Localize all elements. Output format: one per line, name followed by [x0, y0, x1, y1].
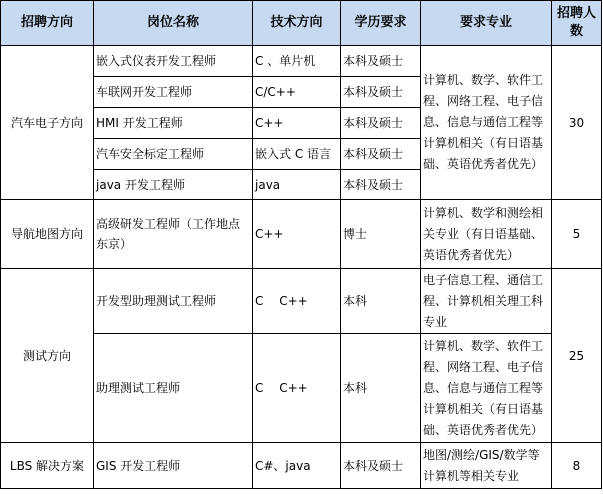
direction-cell: 测试方向 — [1, 269, 94, 443]
education-cell: 本科及硕士 — [341, 170, 421, 200]
position-cell: 汽车安全标定工程师 — [94, 139, 253, 170]
major-cell: 计算机、数学、软件工程、网络工程、电子信息、信息与通信工程等计算机相关（有日语基础、英语优秀者优先） — [421, 334, 552, 443]
count-cell: 5 — [552, 200, 602, 269]
direction-cell: 汽车电子方向 — [1, 46, 94, 200]
education-cell: 本科及硕士 — [341, 443, 421, 489]
education-cell: 博士 — [341, 200, 421, 269]
major-cell: 电子信息工程、通信工程、计算机相关理工科专业 — [421, 269, 552, 334]
tech-cell: C++ — [253, 200, 341, 269]
position-cell: 开发型助理测试工程师 — [94, 269, 253, 334]
table-row — [1, 443, 602, 489]
position-cell: 高级研发工程师（工作地点东京） — [94, 200, 253, 269]
tech-cell: C C++ — [253, 269, 341, 334]
tech-cell: java — [253, 170, 341, 200]
header-position: 岗位名称 — [94, 1, 253, 46]
count-cell: 8 — [552, 443, 602, 489]
tech-cell: C C++ — [253, 334, 341, 443]
direction-cell: LBS 解决方案 — [1, 443, 94, 489]
header-direction: 招聘方向 — [1, 1, 94, 46]
position-cell: 助理测试工程师 — [94, 334, 253, 443]
education-cell: 本科 — [341, 334, 421, 443]
tech-cell: 嵌入式 C 语言 — [253, 139, 341, 170]
tech-cell: C++ — [253, 108, 341, 139]
major-cell: 计算机、数学、软件工程、网络工程、电子信息、信息与通信工程等计算机相关（有日语基础、英语优秀者优先） — [421, 46, 552, 200]
table-row — [1, 46, 602, 77]
position-cell: 车联网开发工程师 — [94, 77, 253, 108]
education-cell: 本科及硕士 — [341, 77, 421, 108]
major-cell: 地图/测绘/GIS/数学等计算机等相关专业 — [421, 443, 552, 489]
major-cell: 计算机、数学和测绘相关专业（有日语基础、英语优秀者优先） — [421, 200, 552, 269]
count-cell: 25 — [552, 269, 602, 443]
tech-cell: C#、java — [253, 443, 341, 489]
education-cell: 本科及硕士 — [341, 46, 421, 77]
tech-cell: C/C++ — [253, 77, 341, 108]
header-row — [1, 1, 602, 46]
header-major: 要求专业 — [421, 1, 552, 46]
tech-cell: C 、单片机 — [253, 46, 341, 77]
position-cell: java 开发工程师 — [94, 170, 253, 200]
direction-cell: 导航地图方向 — [1, 200, 94, 269]
count-cell: 30 — [552, 46, 602, 200]
position-cell: GIS 开发工程师 — [94, 443, 253, 489]
header-count: 招聘人数 — [552, 1, 602, 46]
header-education: 学历要求 — [341, 1, 421, 46]
education-cell: 本科及硕士 — [341, 139, 421, 170]
table-row — [1, 200, 602, 269]
position-cell: 嵌入式仪表开发工程师 — [94, 46, 253, 77]
education-cell: 本科 — [341, 269, 421, 334]
education-cell: 本科及硕士 — [341, 108, 421, 139]
header-tech: 技术方向 — [253, 1, 341, 46]
position-cell: HMI 开发工程师 — [94, 108, 253, 139]
table-row — [1, 269, 602, 334]
